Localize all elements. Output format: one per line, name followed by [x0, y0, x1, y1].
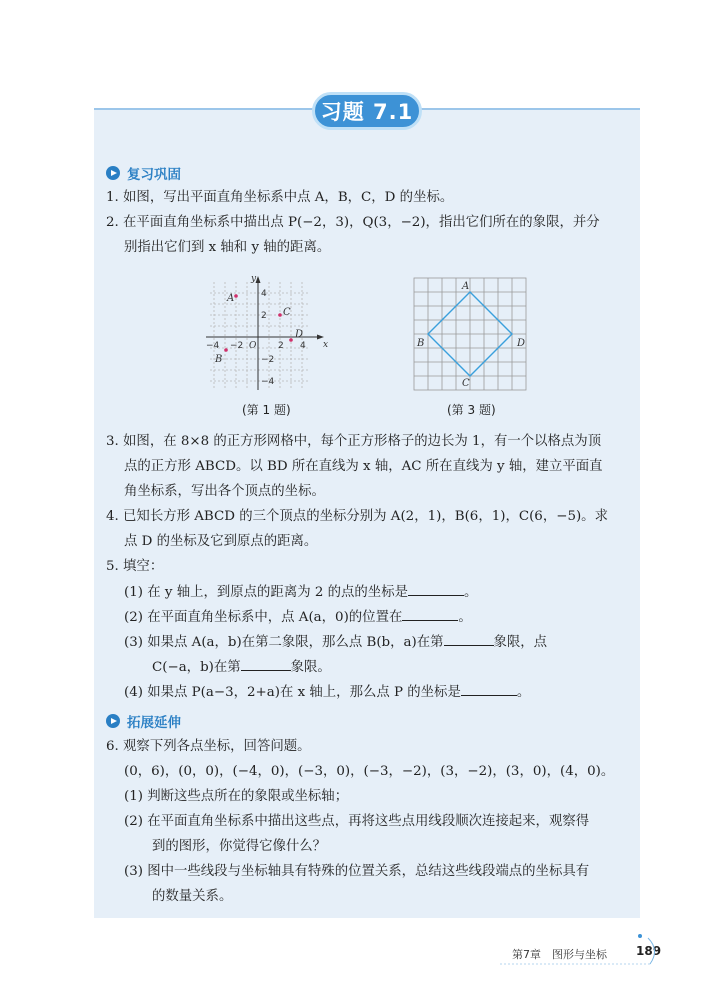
question-3-line2: 点的正方形 ABCD。以 BD 所在直线为 x 轴，AC 所在直线为 y 轴，建立平面直: [124, 459, 603, 474]
question-5-3-line2: [152, 658, 331, 677]
answer-blank[interactable]: [402, 608, 458, 621]
play-circle-icon: [106, 166, 120, 180]
q5-1-text: (1) 在 y 轴上，到原点的距离为 2 的点的坐标是: [124, 585, 408, 600]
q5-2-end: 。: [458, 610, 472, 625]
fig1-tick-y-4: 4: [261, 289, 267, 299]
section-review: [106, 163, 181, 183]
fig1-tick-y-neg2: −2: [261, 355, 275, 365]
question-5-2: [124, 608, 472, 627]
fig1-tick-x-4: 4: [300, 341, 306, 351]
question-6-3-line1: (3) 图中一些线段与坐标轴具有特殊的位置关系，总结这些线段端点的坐标具有: [124, 864, 590, 879]
answer-blank[interactable]: [444, 633, 494, 646]
figure-1-caption: (第 1 题): [242, 403, 291, 417]
fig1-tick-y-neg4: −4: [261, 377, 275, 387]
question-2-line1: 2. 在平面直角坐标系中描出点 P(−2，3)，Q(3，−2)，指出它们所在的象限，并分: [106, 215, 600, 230]
fig1-label-c: C: [283, 307, 291, 318]
question-1: 1. 如图，写出平面直角坐标系中点 A，B，C，D 的坐标。: [106, 190, 454, 205]
fig1-point-a: [234, 294, 238, 298]
question-6-2-line2: 到的图形，你觉得它像什么？: [152, 839, 327, 854]
fig1-label-b: B: [215, 354, 223, 365]
question-4-line1: 4. 已知长方形 ABCD 的三个顶点的坐标分别为 A(2，1)，B(6，1)，C(6，−5)。求: [106, 509, 608, 524]
fig1-label-d: D: [295, 329, 304, 340]
footer-decoration: [500, 930, 665, 970]
fig3-label-d: D: [517, 338, 526, 349]
fig1-origin-label: O: [249, 341, 257, 351]
section-extend: [106, 711, 181, 731]
exercise-title-badge: 习题 7.1: [312, 92, 422, 130]
q5-4-end: 。: [516, 685, 531, 700]
question-6: 6. 观察下列各点坐标，回答问题。: [106, 739, 311, 754]
answer-blank[interactable]: [461, 683, 517, 696]
figure-3-square-grid: [406, 274, 536, 396]
fig1-tick-x-neg2: −2: [230, 341, 244, 351]
fig3-label-a: A: [462, 281, 470, 292]
q5-3-text2: C(−a，b)在第: [152, 660, 241, 675]
question-3-line1: 3. 如图，在 8×8 的正方形网格中，每个正方形格子的边长为 1，有一个以格点为顶: [106, 434, 602, 449]
question-6-2-line1: (2) 在平面直角坐标系中描出这些点，再将这些点用线段顺次连接起来，观察得: [124, 814, 590, 829]
q5-4-text: (4) 如果点 P(a−3，2+a)在 x 轴上，那么点 P 的坐标是: [124, 685, 461, 700]
fig1-axis-x-label: x: [323, 340, 329, 350]
q5-3-end: 象限。: [290, 660, 331, 675]
question-5-1: [124, 583, 477, 602]
fig1-axis-y-label: y: [251, 274, 257, 284]
question-6-points: (0，6)，(0，0)，(−4，0)，(−3，0)，(−3，−2)，(3，−2)，(3，0)，(4，0)。: [124, 764, 615, 779]
fig1-point-b: [224, 348, 228, 352]
question-5-4: [124, 683, 530, 702]
fig3-label-c: C: [462, 378, 470, 389]
section-extend-label: 拓展延伸: [127, 715, 181, 731]
page-number: 189: [636, 944, 662, 958]
q5-3-text: (3) 如果点 A(a，b)在第二象限，那么点 B(b，a)在第: [124, 635, 444, 650]
question-6-1: (1) 判断这些点所在的象限或坐标轴；: [124, 789, 349, 804]
question-5: 5. 填空：: [106, 559, 164, 574]
answer-blank[interactable]: [241, 658, 291, 671]
q5-1-end: 。: [463, 585, 478, 600]
question-2-line2: 别指出它们到 x 轴和 y 轴的距离。: [124, 240, 331, 255]
fig1-tick-x-neg4: −4: [206, 341, 220, 351]
fig1-label-a: A: [227, 293, 235, 304]
fig1-point-d: [289, 338, 293, 342]
fig3-label-b: B: [417, 338, 425, 349]
fig1-tick-y-2: 2: [261, 311, 267, 321]
figure-1-coordinate-plane: [198, 274, 338, 394]
section-review-label: 复习巩固: [127, 167, 181, 183]
fig1-point-c: [278, 313, 282, 317]
figure-3-caption: (第 3 题): [447, 403, 496, 417]
question-4-line2: 点 D 的坐标及它到原点的距离。: [124, 534, 318, 549]
fig1-tick-x-2: 2: [278, 341, 284, 351]
question-5-3-line1: [124, 633, 547, 652]
answer-blank[interactable]: [408, 583, 464, 596]
q5-2-text: (2) 在平面直角坐标系中，点 A(a，0)的位置在: [124, 610, 403, 625]
chapter-footer: 第7章 图形与坐标: [512, 948, 607, 961]
play-circle-icon: [106, 714, 120, 728]
question-3-line3: 角坐标系，写出各个顶点的坐标。: [124, 484, 325, 499]
q5-3-mid: 象限，点: [493, 635, 548, 650]
question-6-3-line2: 的数量关系。: [152, 889, 233, 904]
